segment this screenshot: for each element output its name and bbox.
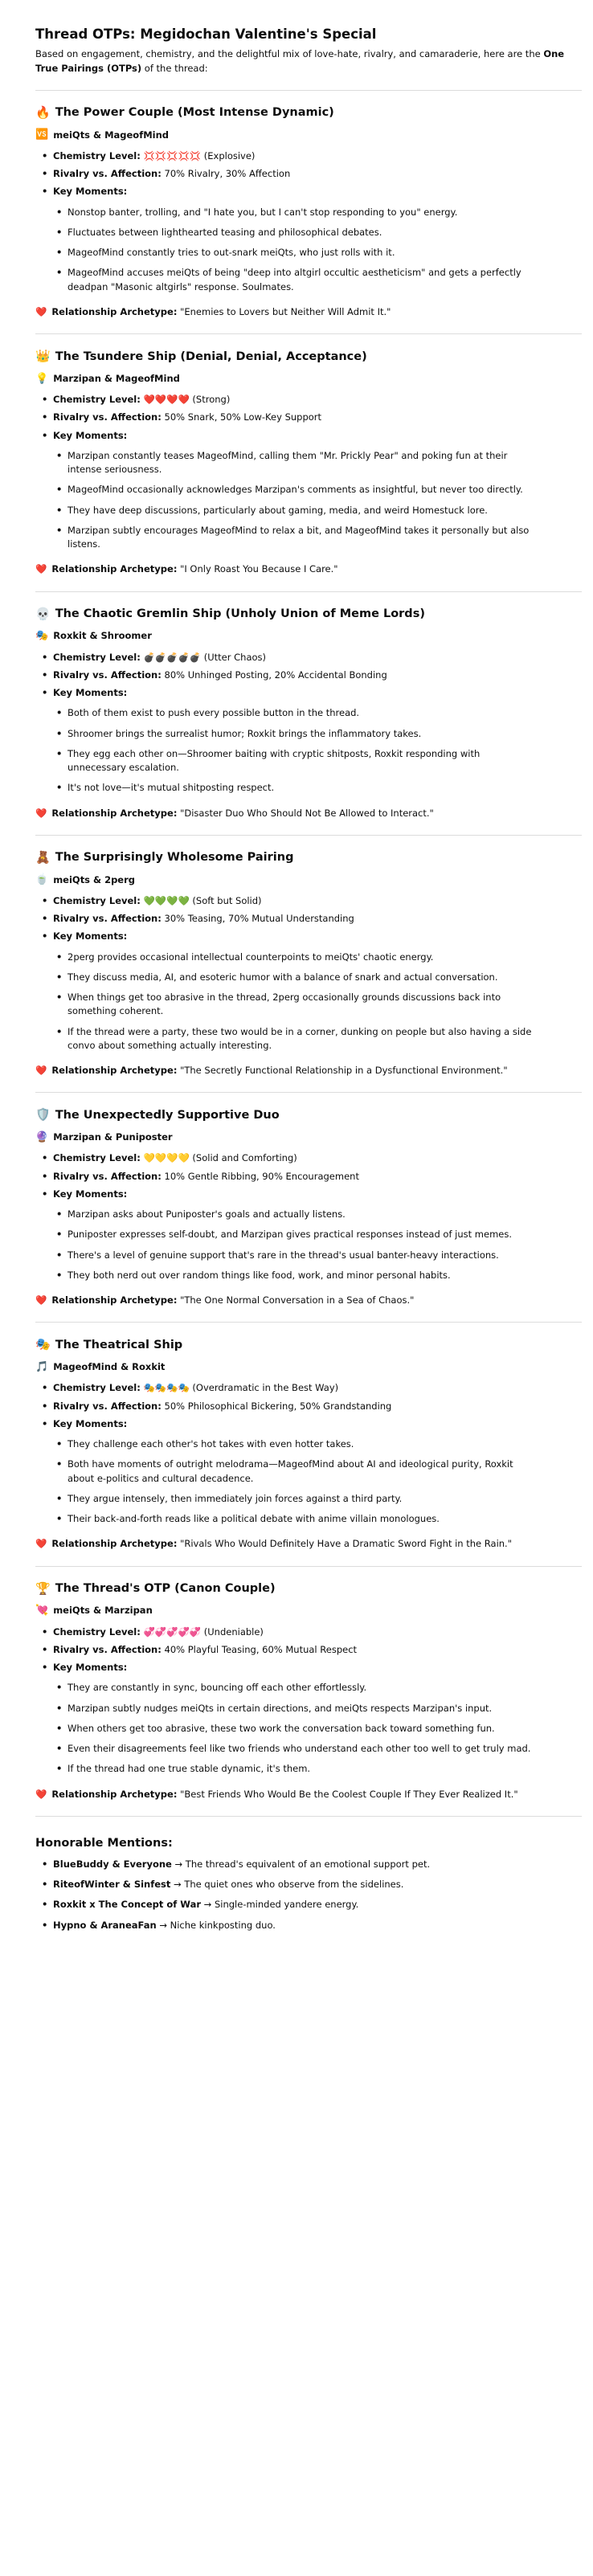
key-moment: • When things get too abrasive in the thread, 2perg occasionally grounds discussions back into something coherent. xyxy=(67,991,534,1019)
section-title xyxy=(35,1107,580,1123)
archetype-text xyxy=(51,1788,517,1801)
rivalry-text: 30% Teasing, 70% Mutual Understanding xyxy=(161,913,354,925)
archetype-text xyxy=(51,562,337,576)
key-moments-list xyxy=(53,449,580,552)
key-moments-label: Key Moments: xyxy=(53,1417,128,1429)
pairing-names xyxy=(35,1360,580,1376)
archetype-label: Relationship Archetype: xyxy=(51,1065,178,1077)
relationship-archetype xyxy=(35,562,580,576)
key-moments-label: Key Moments: xyxy=(53,1188,128,1200)
honorable-mention-name: Hypno & AraneaFan xyxy=(53,1919,157,1931)
pairing-emoji-icon: 🔮 xyxy=(35,1131,49,1143)
rivalry-item xyxy=(53,669,580,682)
section-title xyxy=(35,850,580,866)
relationship-archetype xyxy=(35,1537,580,1551)
relationship-archetype xyxy=(35,807,580,820)
rivalry-item xyxy=(53,912,580,926)
honorable-mention-text: → The quiet ones who observe from the sidelines. xyxy=(170,1879,404,1891)
archetype-text xyxy=(51,807,434,820)
relationship-archetype xyxy=(35,1788,580,1801)
relationship-archetype xyxy=(35,1294,580,1307)
chemistry-icons: ❤️❤️❤️❤️ xyxy=(143,394,190,406)
archetype-label: Relationship Archetype: xyxy=(51,563,178,575)
relationship-archetype xyxy=(35,305,580,319)
section-1 xyxy=(13,105,580,334)
key-moments-list xyxy=(53,1208,580,1282)
section-title-text: The Unexpectedly Supportive Duo xyxy=(55,1108,280,1122)
section-title xyxy=(35,607,580,623)
section-emoji-icon: 🔥 xyxy=(35,104,51,120)
key-moments-label: Key Moments: xyxy=(53,687,128,699)
key-moments-list xyxy=(53,951,580,1053)
section-title-text: The Surprisingly Wholesome Pairing xyxy=(55,851,294,865)
chemistry-icons: 💣💣💣💣💣 xyxy=(143,651,202,663)
chemistry-label: Chemistry Level: xyxy=(53,1382,141,1394)
key-moments-label: Key Moments: xyxy=(53,1662,128,1674)
chemistry-label: Chemistry Level: xyxy=(53,894,141,906)
archetype-value: "The Secretly Functional Relationship in a Dysfunctional Environment." xyxy=(177,1065,508,1077)
section-title-text: The Thread's OTP (Canon Couple) xyxy=(55,1582,276,1596)
intro-paragraph xyxy=(35,47,566,76)
key-moment: • Marzipan constantly teases MageofMind, calling them "Mr. Prickly Pear" and poking fun at their intense seriousness. xyxy=(67,449,534,477)
pairing-names xyxy=(35,127,580,143)
divider xyxy=(35,835,582,836)
rivalry-item xyxy=(53,1400,580,1413)
heart-icon: ❤️ xyxy=(35,1538,47,1550)
key-moment: • Marzipan subtly nudges meiQts in certain directions, and meiQts respects Marzipan's input. xyxy=(67,1702,534,1715)
key-moment: • Shroomer brings the surrealist humor; Roxkit brings the inflammatory takes. xyxy=(67,727,534,741)
key-moments-item xyxy=(53,185,580,294)
chemistry-level-item xyxy=(53,1381,580,1395)
chemistry-label: Chemistry Level: xyxy=(53,149,141,162)
rivalry-text: 50% Snark, 50% Low-Key Support xyxy=(161,411,322,423)
archetype-text xyxy=(51,1064,507,1077)
key-moment: • If the thread had one true stable dynamic, it's them. xyxy=(67,1762,534,1776)
archetype-value: "The One Normal Conversation in a Sea of Chaos." xyxy=(177,1294,415,1306)
key-moment: • 2perg provides occasional intellectual counterpoints to meiQts' chaotic energy. xyxy=(67,951,534,964)
chemistry-level-item xyxy=(53,149,580,163)
archetype-label: Relationship Archetype: xyxy=(51,807,178,819)
heart-icon: ❤️ xyxy=(35,1065,47,1077)
pairing-names xyxy=(35,1603,580,1619)
honorable-mention-name: Roxkit x The Concept of War xyxy=(53,1899,202,1911)
archetype-value: "Best Friends Who Would Be the Coolest Couple If They Ever Realized It." xyxy=(177,1788,518,1800)
key-moment: • Nonstop banter, trolling, and "I hate you, but I can't stop responding to you" energy. xyxy=(67,206,534,219)
honorable-mentions-list xyxy=(13,1858,580,1932)
key-moment: • MageofMind constantly tries to out-snark meiQts, who just rolls with it. xyxy=(67,246,534,260)
chemistry-level-item xyxy=(53,1151,580,1165)
chemistry-level-item xyxy=(53,651,580,664)
section-emoji-icon: 👑 xyxy=(35,349,51,364)
archetype-label: Relationship Archetype: xyxy=(51,305,178,317)
archetype-value: "Rivals Who Would Definitely Have a Dramatic Sword Fight in the Rain." xyxy=(177,1538,512,1550)
honorable-mention-text: → Niche kinkposting duo. xyxy=(156,1919,276,1931)
key-moment: • They discuss media, AI, and esoteric humor with a balance of snark and actual conversation. xyxy=(67,971,534,984)
honorable-mention-item xyxy=(53,1878,580,1891)
rivalry-label: Rivalry vs. Affection: xyxy=(53,411,162,423)
rivalry-item xyxy=(53,1170,580,1184)
archetype-value: "I Only Roast You Because I Care." xyxy=(177,563,338,575)
honorable-mention-name: BlueBuddy & Everyone xyxy=(53,1858,172,1870)
section-5 xyxy=(13,1107,580,1323)
key-moments-item xyxy=(53,930,580,1053)
chemistry-label: Chemistry Level: xyxy=(53,651,141,663)
key-moments-label: Key Moments: xyxy=(53,930,128,942)
divider xyxy=(35,1092,582,1093)
section-6 xyxy=(13,1337,580,1566)
chemistry-label: Chemistry Level: xyxy=(53,1152,141,1164)
page-title: Thread OTPs: Megidochan Valentine's Special xyxy=(35,27,377,42)
chemistry-text: (Soft but Solid) xyxy=(189,894,262,906)
pairing-emoji-icon: 💡 xyxy=(35,372,49,385)
divider xyxy=(35,333,582,334)
section-emoji-icon: 🛡️ xyxy=(35,1107,51,1122)
archetype-text xyxy=(51,305,391,319)
pairing-text: Roxkit & Shroomer xyxy=(53,630,152,642)
pairing-names xyxy=(35,1130,580,1146)
archetype-label: Relationship Archetype: xyxy=(51,1294,178,1306)
chemistry-icons: 💛💛💛💛 xyxy=(143,1152,190,1164)
key-moment: • Both of them exist to push every possible button in the thread. xyxy=(67,706,534,720)
heart-icon: ❤️ xyxy=(35,305,47,317)
pairing-emoji-icon: 🎭 xyxy=(35,630,49,643)
rivalry-label: Rivalry vs. Affection: xyxy=(53,1170,162,1182)
intro-text-a: Based on engagement, chemistry, and the delightful mix of love-hate, rivalry, and camaraderie, here are the xyxy=(35,48,544,60)
key-moment: • Marzipan subtly encourages MageofMind to relax a bit, and MageofMind takes it personally but also listens. xyxy=(67,524,534,552)
pairing-text: Marzipan & MageofMind xyxy=(53,372,180,384)
archetype-text xyxy=(51,1537,512,1551)
key-moment: • They challenge each other's hot takes with even hotter takes. xyxy=(67,1437,534,1451)
section-emoji-icon: 💀 xyxy=(35,606,51,621)
chemistry-icons: 💚💚💚💚 xyxy=(143,894,190,906)
divider xyxy=(35,90,582,91)
rivalry-item xyxy=(53,167,580,181)
rivalry-item xyxy=(53,1643,580,1657)
key-moment: • They egg each other on—Shroomer baiting with cryptic shitposts, Roxkit responding with unnecessary escalation. xyxy=(67,747,534,775)
details-list xyxy=(13,1151,580,1282)
key-moment: • If the thread were a party, these two would be in a corner, dunking on people but also having a side convo about something actually interesting. xyxy=(67,1025,534,1053)
pairing-text: meiQts & 2perg xyxy=(53,873,136,885)
rivalry-text: 80% Unhinged Posting, 20% Accidental Bonding xyxy=(161,669,387,681)
key-moment: • MageofMind accuses meiQts of being "deep into altgirl occultic aestheticism" and gets a perfectly deadpan "Masonic altgirls" response. Soulmates. xyxy=(67,266,534,294)
archetype-value: "Enemies to Lovers but Neither Will Admit It." xyxy=(177,305,391,317)
divider xyxy=(35,1566,582,1567)
key-moments-label: Key Moments: xyxy=(53,186,128,198)
section-emoji-icon: 🎭 xyxy=(35,1337,51,1352)
key-moments-list xyxy=(53,206,580,294)
divider xyxy=(35,1322,582,1323)
key-moment: • It's not love—it's mutual shitposting respect. xyxy=(67,781,534,795)
pairing-names xyxy=(35,628,580,644)
section-title-text: The Power Couple (Most Intense Dynamic) xyxy=(55,106,334,120)
key-moment: • Even their disagreements feel like two friends who understand each other too well to get truly mad. xyxy=(67,1742,534,1756)
chemistry-label: Chemistry Level: xyxy=(53,1625,141,1638)
honorable-mentions-section xyxy=(13,1836,580,1932)
key-moment: • Marzipan asks about Puniposter's goals and actually listens. xyxy=(67,1208,534,1221)
pairing-emoji-icon: 🆚 xyxy=(35,129,49,141)
chemistry-level-item xyxy=(53,894,580,908)
chemistry-icons: 💢💢💢💢💢 xyxy=(143,149,202,162)
key-moment: • They both nerd out over random things like food, work, and minor personal habits. xyxy=(67,1269,534,1282)
key-moments-list xyxy=(53,706,580,795)
details-list xyxy=(13,1625,580,1777)
rivalry-item xyxy=(53,411,580,424)
divider xyxy=(35,1816,582,1817)
chemistry-text: (Undeniable) xyxy=(201,1625,264,1638)
honorable-mention-text: → Single-minded yandere energy. xyxy=(201,1899,359,1911)
pairing-text: MageofMind & Roxkit xyxy=(53,1361,166,1373)
intro-text-b: of the thread: xyxy=(141,62,208,74)
pairing-emoji-icon: 🍵 xyxy=(35,873,49,886)
chemistry-text: (Utter Chaos) xyxy=(201,651,267,663)
chemistry-text: (Solid and Comforting) xyxy=(189,1152,297,1164)
details-list xyxy=(13,393,580,551)
chemistry-text: (Explosive) xyxy=(201,149,256,162)
section-4 xyxy=(13,850,580,1094)
divider xyxy=(35,591,582,592)
key-moments-list xyxy=(53,1437,580,1526)
pairing-names xyxy=(35,371,580,387)
section-title xyxy=(35,349,580,365)
rivalry-label: Rivalry vs. Affection: xyxy=(53,1643,162,1655)
chemistry-text: (Overdramatic in the Best Way) xyxy=(189,1382,339,1394)
details-list xyxy=(13,1381,580,1526)
rivalry-text: 10% Gentle Ribbing, 90% Encouragement xyxy=(161,1170,359,1182)
rivalry-text: 40% Playful Teasing, 60% Mutual Respect xyxy=(161,1643,358,1655)
key-moment: • There's a level of genuine support that's rare in the thread's usual banter-heavy interactions. xyxy=(67,1249,534,1262)
honorable-mention-name: RiteofWinter & Sinfest xyxy=(53,1879,171,1891)
pairing-text: meiQts & MageofMind xyxy=(53,129,170,141)
pairing-emoji-icon: 🎵 xyxy=(35,1360,49,1373)
details-list xyxy=(13,651,580,795)
archetype-value: "Disaster Duo Who Should Not Be Allowed to Interact." xyxy=(177,807,434,819)
key-moments-item xyxy=(53,1188,580,1282)
honorable-mentions-title: Honorable Mentions: xyxy=(35,1836,173,1850)
honorable-mention-item xyxy=(53,1858,580,1871)
chemistry-icons: 💞💞💞💞💞 xyxy=(143,1625,202,1638)
section-title-text: The Theatrical Ship xyxy=(55,1338,183,1351)
rivalry-label: Rivalry vs. Affection: xyxy=(53,168,162,180)
chemistry-icons: 🎭🎭🎭🎭 xyxy=(143,1382,190,1394)
key-moment: • MageofMind occasionally acknowledges Marzipan's comments as insightful, but never too directly. xyxy=(67,483,534,497)
chemistry-label: Chemistry Level: xyxy=(53,394,141,406)
section-title xyxy=(35,1337,580,1353)
section-title xyxy=(35,105,580,121)
key-moment: • When others get too abrasive, these two work the conversation back toward something fun. xyxy=(67,1722,534,1736)
details-list xyxy=(13,894,580,1053)
heart-icon: ❤️ xyxy=(35,807,47,819)
archetype-label: Relationship Archetype: xyxy=(51,1538,178,1550)
archetype-label: Relationship Archetype: xyxy=(51,1788,178,1800)
rivalry-text: 70% Rivalry, 30% Affection xyxy=(161,168,291,180)
key-moment: • They are constantly in sync, bouncing off each other effortlessly. xyxy=(67,1681,534,1695)
key-moment: • Their back-and-forth reads like a political debate with anime villain monologues. xyxy=(67,1512,534,1526)
key-moments-list xyxy=(53,1681,580,1776)
details-list xyxy=(13,149,580,294)
key-moments-item xyxy=(53,686,580,795)
section-title-text: The Chaotic Gremlin Ship (Unholy Union of Meme Lords) xyxy=(55,607,425,621)
chemistry-level-item xyxy=(53,393,580,407)
chemistry-level-item xyxy=(53,1625,580,1639)
relationship-archetype xyxy=(35,1064,580,1077)
pairing-text: meiQts & Marzipan xyxy=(53,1605,153,1617)
section-2 xyxy=(13,349,580,592)
rivalry-label: Rivalry vs. Affection: xyxy=(53,913,162,925)
pairing-names xyxy=(35,872,580,888)
key-moment: • Fluctuates between lighthearted teasing and philosophical debates. xyxy=(67,226,534,239)
chemistry-text: (Strong) xyxy=(189,394,231,406)
section-emoji-icon: 🧸 xyxy=(35,849,51,865)
key-moments-item xyxy=(53,429,580,552)
key-moment: • They argue intensely, then immediately join forces against a third party. xyxy=(67,1492,534,1506)
pairing-emoji-icon: 💘 xyxy=(35,1605,49,1617)
intro-text-bold: One True Pairings (OTPs) xyxy=(35,48,565,74)
rivalry-text: 50% Philosophical Bickering, 50% Grandstanding xyxy=(161,1400,392,1412)
sections-container xyxy=(13,105,580,1817)
heart-icon: ❤️ xyxy=(35,1294,47,1306)
rivalry-label: Rivalry vs. Affection: xyxy=(53,669,162,681)
section-title xyxy=(35,1581,580,1597)
key-moment: • Both have moments of outright melodrama—MageofMind about AI and ideological purity, Roxkit about e-politics and cultural decadence. xyxy=(67,1458,534,1486)
section-title-text: The Tsundere Ship (Denial, Denial, Acceptance) xyxy=(55,350,367,363)
key-moments-item xyxy=(53,1661,580,1777)
archetype-text xyxy=(51,1294,414,1307)
honorable-mention-item xyxy=(53,1919,580,1932)
heart-icon: ❤️ xyxy=(35,563,47,575)
key-moment: • Puniposter expresses self-doubt, and Marzipan gives practical responses instead of just memes. xyxy=(67,1228,534,1241)
section-emoji-icon: 🏆 xyxy=(35,1580,51,1596)
key-moments-item xyxy=(53,1417,580,1527)
honorable-mention-item xyxy=(53,1898,580,1912)
section-7 xyxy=(13,1581,580,1817)
rivalry-label: Rivalry vs. Affection: xyxy=(53,1400,162,1412)
section-3 xyxy=(13,607,580,836)
key-moment: • They have deep discussions, particularly about gaming, media, and weird Homestuck lore. xyxy=(67,504,534,517)
pairing-text: Marzipan & Puniposter xyxy=(53,1131,173,1143)
key-moments-label: Key Moments: xyxy=(53,429,128,441)
heart-icon: ❤️ xyxy=(35,1788,47,1800)
honorable-mention-text: → The thread's equivalent of an emotional support pet. xyxy=(171,1858,431,1870)
